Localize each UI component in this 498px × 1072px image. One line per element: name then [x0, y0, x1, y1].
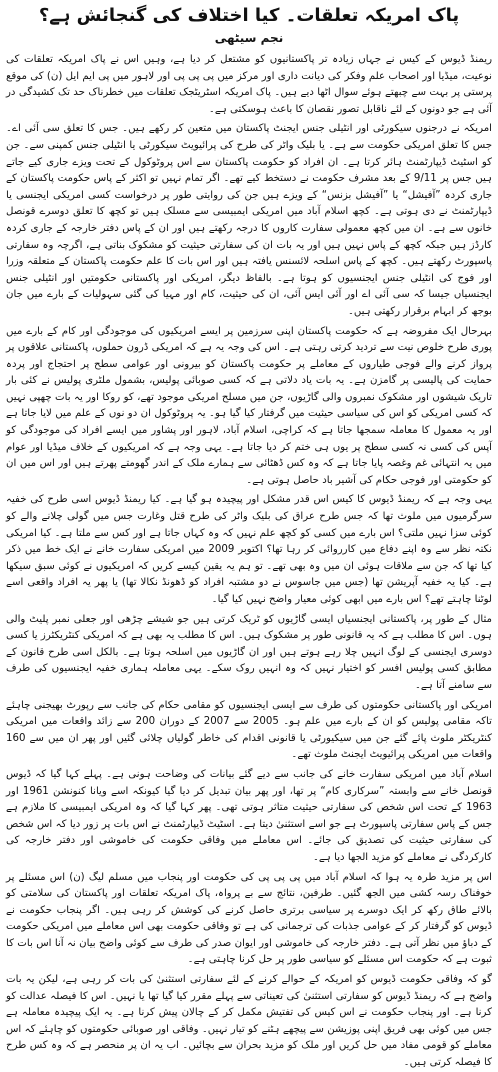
article-body — [6, 52, 492, 1072]
article-paragraph: ریمنڈ ڈیوس کے کیس نے جہاں زیادہ تر پاکستانیوں کو مشتعل کر دیا ہے، وہیں اس نے پاک امریکہ تعلقات کی نوعیت، میڈیا اور اصحاب علم وفکر کی دیانت داری اور مرکز میں پی پی پی اور لاہور میں پی ایم ایل (ن) کی موقع پرستی پر بہت سے چبھتے ہوئے سوال اٹھا دیے ہیں۔ پاک امریکہ اسٹریٹجک تعلقات میں خطرناک حد تک کشیدگی در آئی ہے جو دونوں کے لئے ناقابل تصور نقصان کا باعث ہوسکتی ہے۔ — [6, 54, 492, 115]
article-paragraph: اسلام آباد میں امریکی سفارت خانے کی جانب سے دیے گئے بیانات کی وضاحت ہونی ہے۔ پہلے کہا گیا کہ ڈیوس قونصل خانے سے وابستہ ”سرکاری کام“ پر تھا، اور پھر بیان تبدیل کر دیا گیا کیونکہ اسے ویانا کنونشن 1961 اور 1963 کے تحت اس شخص کی سفارتی حیثیت متاثر ہوتی تھی۔ پھر کہا گیا کہ وہ امریکی ایمبیسی کا ملازم ہے جس کے پاس سفارتی پاسپورٹ ہے جو اسے استثنیٰ دیتا ہے۔ اسٹیٹ ڈیپارٹمنٹ نے اس بات پر زور دیا کہ اس شخص کی سفارتی حیثیت کی تصدیق کی جائے۔ اس معاملے میں وفاقی حکومت کی خاموشی اور دفتر خارجہ کی کارکردگی نے معاملے کو مزید الجھا دیا ہے۔ — [6, 768, 492, 863]
article-paragraph: بہرحال ایک مفروضہ ہے کہ حکومت پاکستان اپنی سرزمین پر ایسے امریکیوں کی موجودگی اور کام کے بارے میں پوری طرح خلوص نیت سے تردید کرتی رہتی ہے۔ اس کی وجہ یہ ہے کہ امریکی ڈرون حملوں، پاکستانی علاقوں پر پرواز کرنے والے فوجی طیاروں کے معاملے پر حکومت پاکستان کو بیرونی اور عوامی سطح پر احتجاج اور پردہ حمایت کی پالیسی پر گامزن ہے۔ یہ بات یاد دلاتی ہے کہ کسی صوبائی پولیس، بشمول ملٹری پولیس نے کئی بار تاریک شیشوں اور مشکوک نمبروں والی گاڑیوں، جن میں مسلح امریکی موجود تھے، کو روکا اور یہ بات چھپی نہیں کہ کسی امریکی کو اس کی سیاسی حیثیت میں گرفتار کیا گیا ہو۔ یہ پروٹوکول ان دو نوں کے علم میں لایا جاتا ہے اور یہ معمول کا معاملہ سمجھا جاتا ہے کہ کراچی، اسلام آباد، لاہور اور پشاور میں ایسے افراد کی موجودگی کو آپس کی کسی نہ کسی سطح پر یوں ہی ختم کر دیا جاتا ہے۔ یہی وجہ ہے کہ امریکیوں کے خلاف میڈیا اور عوام میں یہ انتہائی غم وغصہ پایا جاتا ہے کہ وہ کس ڈھٹائی سے ہمارے ملک کے اندر گھومتے پھرتے ہیں اور اس میں ان کو حکومتی اور فوجی حکام کی آشیر باد حاصل ہوتی ہے۔ — [6, 325, 492, 486]
article-byline: نجم سیٹھی — [214, 31, 284, 45]
article-paragraph: مثال کے طور پر، پاکستانی ایجنسیاں ایسی گاڑیوں کو ٹریک کرتی ہیں جو شیشے چڑھی اور جعلی نمبر پلیٹ والی ہوں۔ اس کا مطلب ہے کہ یہ قانونی طور پر مشکوک ہیں۔ اس کا مطلب یہ بھی ہے کہ امریکی کنٹریکٹرز یا کسی دوسری ایجنسی کے لوگ انہیں چلا رہے ہوتے ہیں اور ان گاڑیوں میں اسلحہ ہوتا ہے۔ بالکل اسی طرح قانون کے مطابق کسی پولیس افسر کو اختیار نہیں کہ وہ انہیں روک سکے۔ یہی معاملہ ہماری خفیہ ایجنسیوں کی طرف سے سامنے آتا ہے۔ — [6, 613, 492, 691]
article-paragraph: اس پر مزید طرہ یہ ہوا کہ اسلام آباد میں پی پی پی کی حکومت اور پنجاب میں مسلم لیگ (ن) اس مسئلے پر خوفناک رسہ کشی میں الجھ گئیں۔ طرفین، نتائج سے بے پرواہ، پاک امریکہ تعلقات اور پاکستان کی سلامتی کو بالائے طاق رکھ کر ایک دوسرے پر سیاسی برتری حاصل کرنے کی کوشش کر رہی ہیں۔ اگر پنجاب حکومت نے ڈیوس کو گرفتار کر کے عوامی جذبات کی ترجمانی کی ہے تو وفاقی حکومت بھی اس معاملے میں امریکی حکومت کے دباؤ میں نظر آتی ہے۔ دفتر خارجہ کی خاموشی اور ایوان صدر کی طرف سے کوئی واضح بیان نہ آنا اس بات کا ثبوت ہے کہ حکومت اس مسئلے کو سیاسی طور پر حل کرنا چاہتی ہے۔ — [6, 871, 492, 966]
article-paragraph: گو کہ وفاقی حکومت ڈیوس کو امریکہ کے حوالے کرنے کے لئے سفارتی استثنیٰ کی بات کر رہی ہے، لیکن یہ بات واضح ہے کہ ریمنڈ ڈیوس کو سفارتی استثنیٰ کی تعیناتی سے پہلے مقرر کیا گیا تھا یا نہیں۔ اس کا فیصلہ عدالت کو کرنا ہے۔ اور پنجاب حکومت نے اس کیس کی تفتیش مکمل کر کے چالان پیش کرنا ہے۔ یہ ایک پیچیدہ معاملہ ہے جس میں کوئی بھی فریق اپنی پوزیشن سے پیچھے ہٹنے کو تیار نہیں۔ وفاقی اور صوبائی حکومتوں کو چاہئے کہ اس معاملے کو قومی مفاد میں حل کریں اور ملک کو مزید بحران سے بچائیں۔ اب یہ ان پر منحصر ہے کہ وہ کس طرح کا فیصلہ کرتی ہیں۔ — [6, 974, 492, 1069]
article-paragraph: امریکہ نے درجنوں سیکورٹی اور انٹیلی جنس ایجنٹ پاکستان میں متعین کر رکھے ہیں۔ جس کا تعلق سی آئی اے۔ جس کا تعلق امریکی حکومت سے ہے۔ یا بلیک واٹر کی طرح کی پرائیویٹ سیکورٹی یا انٹیلی جنس کمپنی سے۔ جن کو اسٹیٹ ڈیپارٹمنٹ ہائر کرتا ہے۔ ان افراد کو حکومت پاکستان سے اس پروٹوکول کے تحت ویزے جاری کیے جاتے ہیں جس پر 9/11 کے بعد مشرف حکومت نے دستخط کیے تھے۔ اگر تمام نہیں تو اکثر کے پاس حکومت پاکستان کے جاری کردہ ”آفیشل“ یا ”آفیشل بزنس“ کے ویزے ہیں جن کی روایتی طور پر درخواست کسی امریکی ایجنسی یا ڈیپارٹمنٹ نے دی ہوتی ہے۔ کچھ اسلام آباد میں امریکی ایمبیسی سے مسلک ہیں تو کچھ کا تعلق دوسرے قونصل خانوں سے ہے۔ ان میں کچھ معمولی سفارت کاروں کا درجہ رکھتے ہیں اور ان کے پاس دفتر خارجہ کے جاری کردہ کارڈز ہیں جبکہ کچھ کے پاس نہیں ہیں اور یہ بات ان کی سفارتی حیثیت کو مشکوک بناتی ہے، اگرچہ وہ سفارتی پاسپورٹ رکھتے ہیں۔ کچھ کے پاس اسلحہ لائسنس یافتہ ہیں اور اس بات کا علم حکومت پاکستان کے متعلقہ وزرا اور فوج کی انٹیلی جنس ایجنسیوں کو ہوتا ہے۔ بالفاظ دیگر، امریکی اور پاکستانی حکومتیں اور انٹیلی جنس ایجنسیاں جیسا کہ سی آئی اے اور آئی ایس آئی، ان کی حیثیت، کام اور مہیا کی گئی سہولیات کے بارے میں جان بوجھ کر ابہام برقرار رکھتی ہیں۔ — [6, 123, 492, 317]
article-title: پاک امریکہ تعلقات۔ کیا اختلاف کی گنجائش ہے؟ — [38, 5, 460, 26]
article-paragraph: امریکی اور پاکستانی حکومتوں کی طرف سے ایسی ایجنسیوں کو مقامی حکام کی جانب سے رپورٹ بھیجنی چاہئے تاکہ مقامی پولیس کو ان کے بارے میں علم ہو۔ 2005 سے 2007 کے دوران 200 سے زائد واقعات میں امریکی کنٹریکٹر ملوث پائے گئے جن میں سیکیورٹی یا قانونی اقدام کی خاطر گولیاں چلائی گئیں اور پھر ان میں سے 160 واقعات میں امریکی پرائیویٹ ایجنٹ ملوث تھے۔ — [6, 699, 492, 761]
article-paragraph: یہی وجہ ہے کہ ریمنڈ ڈیوس کا کیس اس قدر مشکل اور پیچیدہ ہو گیا ہے۔ کیا ریمنڈ ڈیوس اسی طرح کی خفیہ سرگرمیوں میں ملوث تھا کہ جس طرح عراق کی بلیک واٹر کی طرح قتل وغارت جس میں گولی چلانے والے کو کوئی سزا نہیں ملتی؟ اس بارے میں کسی کو کچھ علم نہیں کہ وہ کہاں جاتا ہے اور کس سے ملتا ہے۔ کیا امریکی نکتہ نظر سے وہ اپنے دفاع میں کارروائی کر رہا تھا؟ اکتوبر 2009 میں امریکی سفارت خانے نے ایک خط میں ذکر کیا تھا کہ جن سے ملاقات ہوئی ان میں وہ بھی تھے۔ تو ہم یہ یقین کیسے کریں کہ امریکیوں نے کوئی سبق سیکھا ہے۔ کیا یہ خفیہ آپریشن تھا (جس میں جاسوس نے دو مشتبہ افراد کو ڈھونڈ نکالا تھا) یا پھر یہ افراد واقعی اسے لوٹنا چاہتے تھے؟ اس بارے میں ابھی کوئی معیار واضح نہیں کیا گیا۔ — [6, 494, 492, 605]
